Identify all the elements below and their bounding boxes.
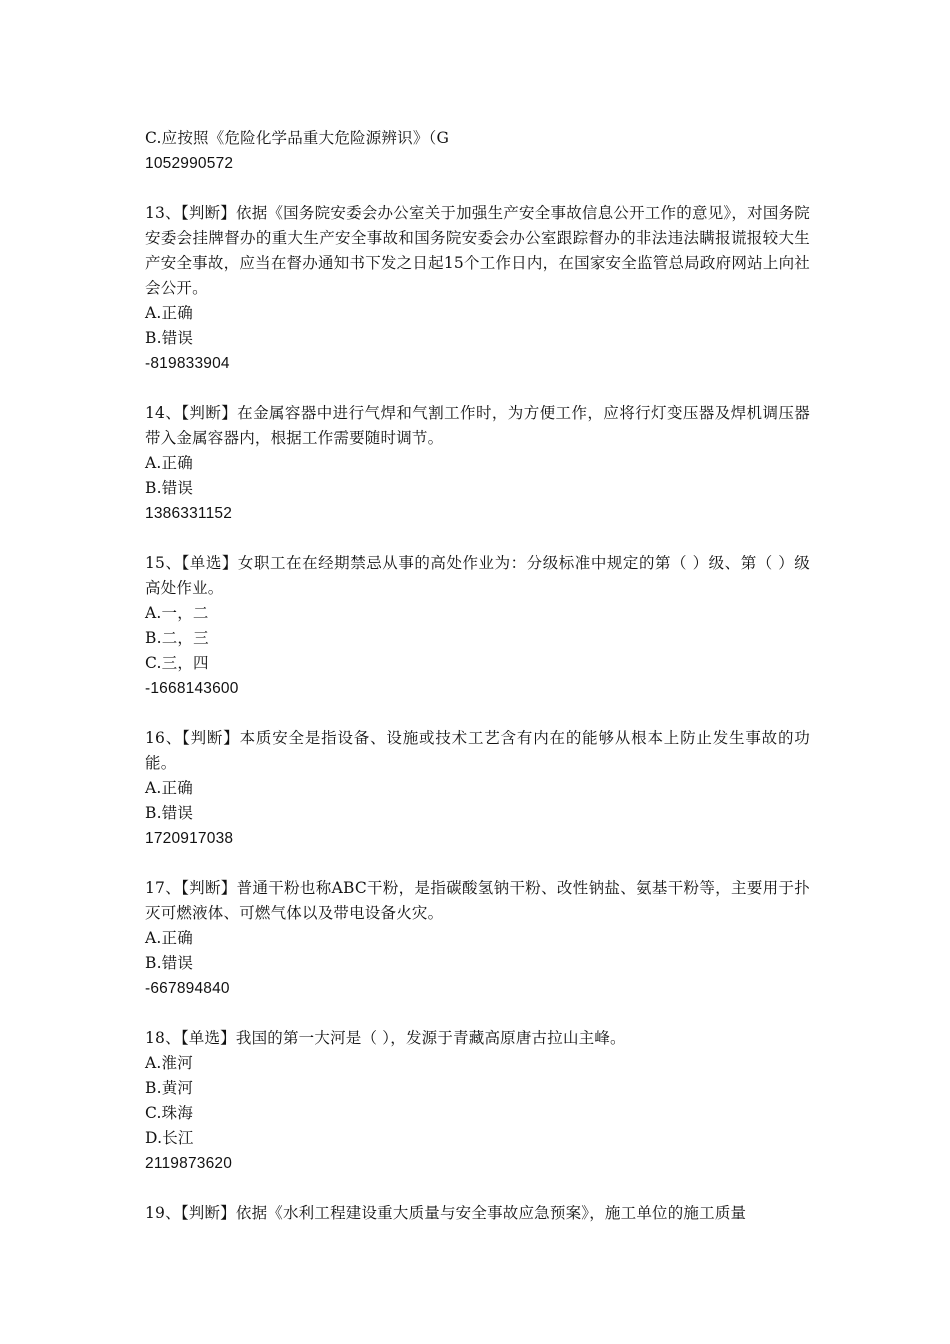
option-a: A.一，二 — [145, 604, 209, 622]
spacer — [145, 1001, 810, 1026]
option-a: A.正确 — [145, 929, 193, 947]
question-stem: 19、【判断】依据《水利工程建设重大质量与安全事故应急预案》，施工单位的施工质量 — [145, 1204, 747, 1222]
option-a: A.正确 — [145, 304, 193, 322]
question-code: -819833904 — [145, 355, 230, 372]
option-b: B.二，三 — [145, 629, 209, 647]
spacer — [145, 526, 810, 551]
question-code: 2119873620 — [145, 1155, 233, 1172]
option-b: B.错误 — [145, 804, 194, 822]
question-code: 1720917038 — [145, 830, 234, 847]
spacer — [145, 701, 810, 726]
question-stem: 18、【单选】我国的第一大河是（ ），发源于青藏高原唐古拉山主峰。 — [145, 1029, 626, 1047]
spacer — [145, 1176, 810, 1201]
question-stem: 17、【判断】普通干粉也称ABC干粉，是指碳酸氢钠干粉、改性钠盐、氨基干粉等，主要用于扑灭可燃液体、可燃气体以及带电设备火灾。 — [145, 879, 810, 922]
option-b: B.错误 — [145, 479, 194, 497]
option-b: B.错误 — [145, 329, 194, 347]
spacer — [145, 851, 810, 876]
option-b: B.黄河 — [145, 1079, 194, 1097]
top-code: 1052990572 — [145, 155, 234, 172]
option-a: A.淮河 — [145, 1054, 193, 1072]
question-stem: 13、【判断】依据《国务院安委会办公室关于加强生产安全事故信息公开工作的意见》，对国务院安委会挂牌督办的重大生产安全事故和国务院安委会办公室跟踪督办的非法违法瞒报谎报较大生产安全事故，应当在督办通知书下发之日起15个工作日内，在国家安全监管总局政府网站上向社会公开。 — [145, 204, 810, 297]
question-15 — [145, 551, 810, 701]
option-a: A.正确 — [145, 454, 193, 472]
question-stem: 14、【判断】在金属容器中进行气焊和气割工作时，为方便工作，应将行灯变压器及焊机调压器带入金属容器内，根据工作需要随时调节。 — [145, 404, 810, 447]
document-body — [145, 126, 810, 1226]
option-c: C.三，四 — [145, 654, 209, 672]
question-18 — [145, 1026, 810, 1176]
option-b: B.错误 — [145, 954, 194, 972]
question-14 — [145, 401, 810, 526]
top-option-line: C.应按照《危险化学品重大危险源辨识》（G — [145, 129, 450, 147]
question-stem: 16、【判断】本质安全是指设备、设施或技术工艺含有内在的能够从根本上防止发生事故的功能。 — [145, 729, 810, 772]
question-13 — [145, 201, 810, 376]
spacer — [145, 176, 810, 201]
question-17 — [145, 876, 810, 1001]
question-code: 1386331152 — [145, 505, 233, 522]
spacer — [145, 376, 810, 401]
question-16 — [145, 726, 810, 851]
question-code: -1668143600 — [145, 680, 239, 697]
option-c: C.珠海 — [145, 1104, 194, 1122]
option-a: A.正确 — [145, 779, 193, 797]
question-code: -667894840 — [145, 980, 230, 997]
question-stem: 15、【单选】女职工在在经期禁忌从事的高处作业为：分级标准中规定的第（ ）级、第（ ）级高处作业。 — [145, 554, 810, 597]
question-19 — [145, 1201, 810, 1226]
option-d: D.长江 — [145, 1129, 194, 1147]
